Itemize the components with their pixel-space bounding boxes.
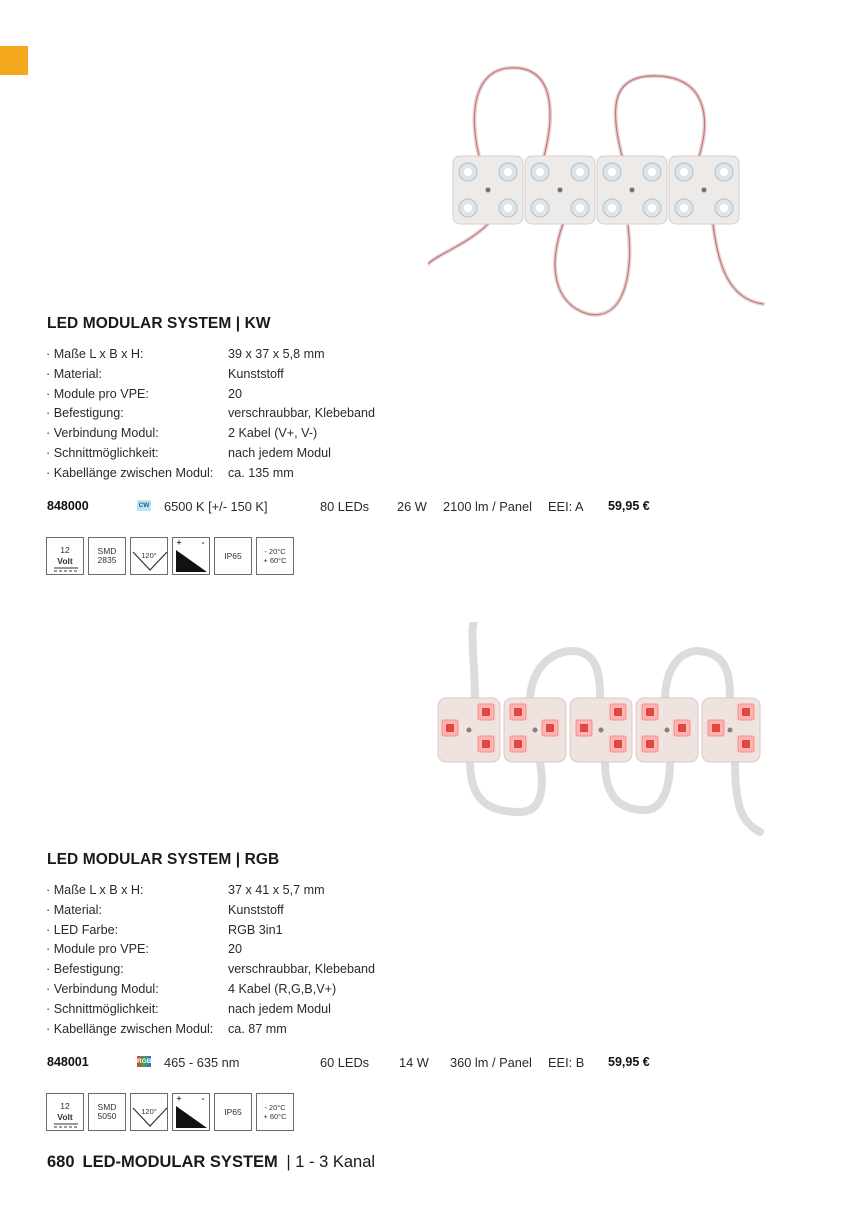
spec-value: 2 Kabel (V+, V-)	[228, 426, 318, 441]
price: 59,95 €	[608, 1055, 650, 1069]
section-color-tab	[0, 46, 28, 75]
spec-value: verschraubbar, Klebeband	[228, 406, 376, 421]
power: 26 W	[397, 499, 427, 514]
beam-angle-icon: 120°	[130, 537, 168, 575]
spec-value: nach jedem Modul	[228, 445, 331, 460]
color-rgb-badge-icon: RGB	[137, 1058, 152, 1065]
voltage-icon: 12 Volt	[46, 1093, 84, 1131]
spec-value: 20	[228, 942, 243, 957]
ip-rating-icon: IP65	[214, 537, 252, 575]
spec-value: Kunststoff	[228, 902, 284, 917]
spec-value: Kunststoff	[228, 366, 284, 381]
spec-value: verschraubbar, Klebeband	[228, 962, 376, 977]
led-count: 80 LEDs	[320, 499, 370, 514]
product-title: LED MODULAR SYSTEM | KW	[47, 315, 271, 332]
spec-value: RGB 3in1	[228, 922, 283, 937]
order-row	[0, 1055, 850, 1075]
color-cw-badge-icon: CW	[138, 502, 150, 509]
spec-value: 37 x 41 x 5,7 mm	[228, 883, 325, 897]
article-number: 848001	[47, 1055, 89, 1069]
temperature-range-icon: - 20°C + 60°C	[256, 537, 294, 575]
spec-label: · Maße L x B x H:	[46, 883, 144, 897]
price: 59,95 €	[608, 499, 650, 513]
dimmable-icon: + -	[172, 537, 210, 575]
wavelength: 465 - 635 nm	[164, 1055, 240, 1070]
spec-label: · Befestigung:	[46, 962, 124, 977]
product-title: LED MODULAR SYSTEM | RGB	[47, 851, 280, 868]
footer-separator: |	[286, 1153, 291, 1171]
spec-label: · Verbindung Modul:	[46, 981, 159, 996]
spec-label: · Verbindung Modul:	[46, 426, 159, 441]
spec-label: · Material:	[46, 902, 102, 917]
spec-label: · Material:	[46, 366, 102, 381]
luminous-flux: 2100 lm / Panel	[443, 499, 532, 514]
article-number: 848000	[47, 499, 89, 513]
spec-label: · Schnittmöglichkeit:	[46, 445, 159, 460]
spec-value: 20	[228, 386, 243, 401]
spec-value: nach jedem Modul	[228, 1001, 331, 1016]
dimmable-icon: + -	[172, 1093, 210, 1131]
led-count: 60 LEDs	[320, 1055, 370, 1070]
color-temperature: 6500 K [+/- 150 K]	[164, 499, 268, 514]
spec-value: 4 Kabel (R,G,B,V+)	[228, 981, 337, 996]
spec-value: ca. 135 mm	[228, 465, 294, 480]
spec-label: · Kabellänge zwischen Modul:	[46, 1021, 214, 1036]
smd-type-icon: SMD 2835	[88, 537, 126, 575]
spec-label: · Kabellänge zwischen Modul:	[46, 465, 214, 480]
section-subtitle: 1 - 3 Kanal	[295, 1153, 376, 1171]
product-image-kw	[428, 64, 766, 326]
luminous-flux: 360 lm / Panel	[450, 1055, 532, 1070]
smd-type-icon: SMD 5050	[88, 1093, 126, 1131]
product-image-rgb	[430, 622, 764, 836]
order-row	[0, 499, 850, 519]
spec-label: · Module pro VPE:	[46, 942, 149, 957]
spec-label: · Maße L x B x H:	[46, 347, 144, 361]
spec-label: · Module pro VPE:	[46, 386, 149, 401]
spec-value: ca. 87 mm	[228, 1021, 287, 1036]
energy-class: EEI: A	[548, 499, 584, 514]
page-number: 680	[47, 1153, 75, 1171]
voltage-icon: 12 Volt	[46, 537, 84, 575]
energy-class: EEI: B	[548, 1055, 585, 1070]
page-footer	[47, 1153, 375, 1172]
spec-label: · LED Farbe:	[46, 922, 119, 937]
section-title: LED-MODULAR SYSTEM	[82, 1153, 278, 1171]
temperature-range-icon: - 20°C + 60°C	[256, 1093, 294, 1131]
spec-label: · Befestigung:	[46, 406, 124, 421]
spec-value: 39 x 37 x 5,8 mm	[228, 347, 325, 361]
beam-angle-icon: 120°	[130, 1093, 168, 1131]
spec-label: · Schnittmöglichkeit:	[46, 1001, 159, 1016]
ip-rating-icon: IP65	[214, 1093, 252, 1131]
power: 14 W	[399, 1055, 429, 1070]
